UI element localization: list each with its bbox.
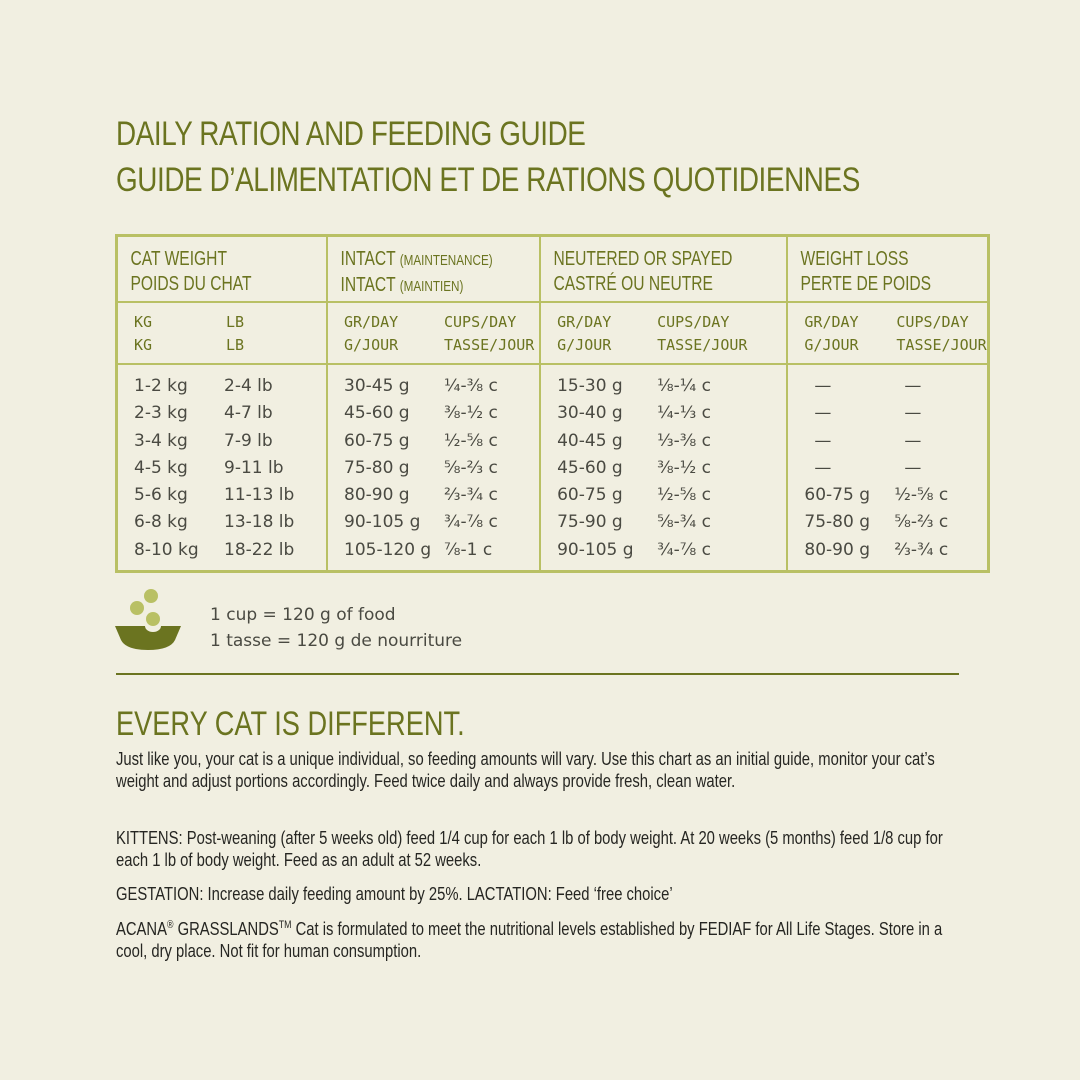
table-row (557, 537, 786, 564)
table-row (804, 482, 986, 509)
table-row (134, 428, 326, 455)
cup-note-french: 1 tasse = 120 g de nourriture (210, 631, 463, 651)
table-row (134, 509, 326, 536)
lb-value: 11-13 lb (224, 485, 295, 506)
header-note: (MAINTIEN) (399, 278, 464, 295)
unit-label: G/JOUR (344, 336, 399, 354)
table-row (804, 373, 986, 400)
table-row (804, 428, 986, 455)
table-row (804, 537, 986, 564)
header-en: WEIGHT LOSS (800, 248, 909, 270)
table-row (134, 455, 326, 482)
cups-value: ⅜-½ c (444, 403, 498, 424)
table-row (557, 400, 786, 427)
brand-name: ACANA (116, 918, 167, 939)
table-row (557, 482, 786, 509)
cups-value: ½-⅝ c (444, 430, 498, 451)
header-cat-weight (117, 236, 328, 303)
lb-value: 9-11 lb (224, 457, 284, 478)
units-weight-loss (787, 302, 988, 364)
table-row (344, 373, 539, 400)
table-row (804, 509, 986, 536)
cups-value: ¾-⅞ c (657, 539, 711, 560)
formulation-text: Cat is formulated to meet the nutritional levels established by FEDIAF for All Life Stages. Store in a cool, dry place. Not fit for human consumption. (116, 918, 943, 961)
col-intact (327, 364, 540, 572)
grams-value: 75-90 g (557, 512, 623, 533)
cups-value: ⅓-⅜ c (657, 430, 711, 451)
table-row (134, 373, 326, 400)
col-neutered (540, 364, 787, 572)
grams-value: 60-75 g (804, 485, 870, 506)
kg-value: 3-4 kg (134, 430, 188, 451)
unit-label: TASSE/JOUR (657, 336, 748, 354)
grams-value: 45-60 g (557, 457, 623, 478)
grams-value: 80-90 g (344, 485, 410, 506)
unit-label: CUPS/DAY (657, 313, 730, 331)
cup-conversion-note (210, 602, 462, 654)
col-weight-loss (787, 364, 988, 572)
header-fr: PERTE DE POIDS (800, 273, 932, 295)
section-heading: EVERY CAT IS DIFFERENT. (116, 705, 465, 743)
table-row (804, 400, 986, 427)
grams-value: 80-90 g (804, 539, 870, 560)
unit-label: LB (226, 313, 245, 331)
grams-value: — (814, 376, 832, 396)
header-weight-loss (787, 236, 988, 303)
kg-value: 2-3 kg (134, 403, 188, 424)
lb-value: 2-4 lb (224, 376, 273, 396)
cups-value: ⅞-1 c (444, 539, 493, 560)
header-fr: CASTRÉ OU NEUTRE (553, 273, 714, 295)
table-row (344, 509, 539, 536)
unit-label: CUPS/DAY (444, 313, 517, 331)
header-en: INTACT (340, 248, 396, 270)
section-divider (116, 673, 959, 675)
grams-value: 30-40 g (557, 403, 623, 424)
grams-value: 75-80 g (804, 512, 870, 533)
table-row (804, 455, 986, 482)
header-neutered (540, 236, 787, 303)
table-row (344, 400, 539, 427)
product-name: GRASSLANDS (173, 918, 279, 939)
kg-value: 1-2 kg (134, 376, 188, 396)
unit-label: G/JOUR (557, 336, 612, 354)
units-neutered (540, 302, 787, 364)
table-row (557, 428, 786, 455)
grams-value: 45-60 g (344, 403, 410, 424)
grams-value: 105-120 g (344, 539, 432, 560)
grams-value: — (814, 430, 832, 451)
header-note: (MAINTENANCE) (399, 252, 493, 269)
header-en: CAT WEIGHT (130, 248, 227, 270)
cups-value: ¼-⅜ c (444, 376, 498, 396)
cups-value: ½-⅝ c (657, 485, 711, 506)
unit-label: LB (226, 336, 245, 354)
grams-value: 90-105 g (557, 539, 634, 560)
gestation-paragraph: GESTATION: Increase daily feeding amount by 25%. LACTATION: Feed ‘free choice’ (116, 883, 673, 904)
table-row (557, 373, 786, 400)
grams-value: — (814, 457, 832, 478)
food-bowl-icon (115, 588, 185, 654)
lb-value: 18-22 lb (224, 539, 295, 560)
lb-value: 7-9 lb (224, 430, 273, 451)
table-row (134, 537, 326, 564)
feeding-table (115, 234, 990, 573)
title-french: GUIDE D’ALIMENTATION ET DE RATIONS QUOTIDIENNES (116, 161, 860, 199)
grams-value: 90-105 g (344, 512, 421, 533)
kg-value: 8-10 kg (134, 539, 199, 560)
title-english: DAILY RATION AND FEEDING GUIDE (116, 115, 586, 153)
table-row (344, 428, 539, 455)
cups-value: ½-⅝ c (894, 485, 949, 506)
col-cat-weight (117, 364, 328, 572)
table-row (134, 400, 326, 427)
cups-value: ⅔-¾ c (444, 485, 498, 506)
registered-mark: ® (167, 918, 174, 931)
header-en: NEUTERED OR SPAYED (553, 248, 733, 270)
cups-value: ⅔-¾ c (894, 539, 949, 560)
unit-label: TASSE/JOUR (444, 336, 535, 354)
table-data-row (117, 364, 989, 572)
table-row (134, 482, 326, 509)
lb-value: 4-7 lb (224, 403, 273, 424)
grams-value: 60-75 g (344, 430, 410, 451)
unit-label: CUPS/DAY (896, 313, 969, 331)
lb-value: 13-18 lb (224, 512, 295, 533)
unit-label: GR/DAY (344, 313, 399, 331)
grams-value: — (814, 403, 832, 424)
table-row (344, 455, 539, 482)
header-fr: POIDS DU CHAT (130, 273, 252, 295)
unit-label: KG (134, 336, 153, 354)
cups-value: ¾-⅞ c (444, 512, 498, 533)
table-unit-row (117, 302, 989, 364)
cup-note-english: 1 cup = 120 g of food (210, 605, 396, 625)
formulation-paragraph (116, 918, 964, 962)
cups-value: ¼-⅓ c (657, 403, 711, 424)
table-row (557, 455, 786, 482)
unit-label: TASSE/JOUR (896, 336, 987, 354)
table-row (557, 509, 786, 536)
intro-paragraph: Just like you, your cat is a unique individual, so feeding amounts will vary. Use this chart as an initial guide, monitor your cat’s weight and adjust portions accordingly. Feed twice daily and always provide fresh, clean water. (116, 748, 935, 791)
unit-label: GR/DAY (804, 313, 859, 331)
cups-value: ⅝-⅔ c (444, 457, 498, 478)
units-intact (327, 302, 540, 364)
cups-value: — (904, 457, 922, 478)
grams-value: 15-30 g (557, 376, 623, 396)
trademark: TM (278, 918, 292, 931)
table-row (344, 482, 539, 509)
cups-value: ⅝-⅔ c (894, 512, 949, 533)
unit-label: KG (134, 313, 153, 331)
unit-label: G/JOUR (804, 336, 859, 354)
table-row (344, 537, 539, 564)
cups-value: — (904, 376, 922, 396)
header-fr: INTACT (340, 274, 396, 296)
grams-value: 75-80 g (344, 457, 410, 478)
kg-value: 4-5 kg (134, 457, 188, 478)
header-intact (327, 236, 540, 303)
grams-value: 30-45 g (344, 376, 410, 396)
grams-value: 60-75 g (557, 485, 623, 506)
kg-value: 6-8 kg (134, 512, 188, 533)
cups-value: ⅝-¾ c (657, 512, 711, 533)
cups-value: ⅜-½ c (657, 457, 711, 478)
table-header-row (117, 236, 989, 303)
kg-value: 5-6 kg (134, 485, 188, 506)
kittens-paragraph: KITTENS: Post-weaning (after 5 weeks old) feed 1/4 cup for each 1 lb of body weight. At 20 weeks (5 months) feed 1/8 cup for each 1 lb of body weight. Feed as an adult at 52 weeks. (116, 827, 943, 870)
units-weight (117, 302, 328, 364)
cups-value: ⅛-¼ c (657, 376, 711, 396)
cups-value: — (904, 430, 922, 451)
unit-label: GR/DAY (557, 313, 612, 331)
grams-value: 40-45 g (557, 430, 623, 451)
cups-value: — (904, 403, 922, 424)
